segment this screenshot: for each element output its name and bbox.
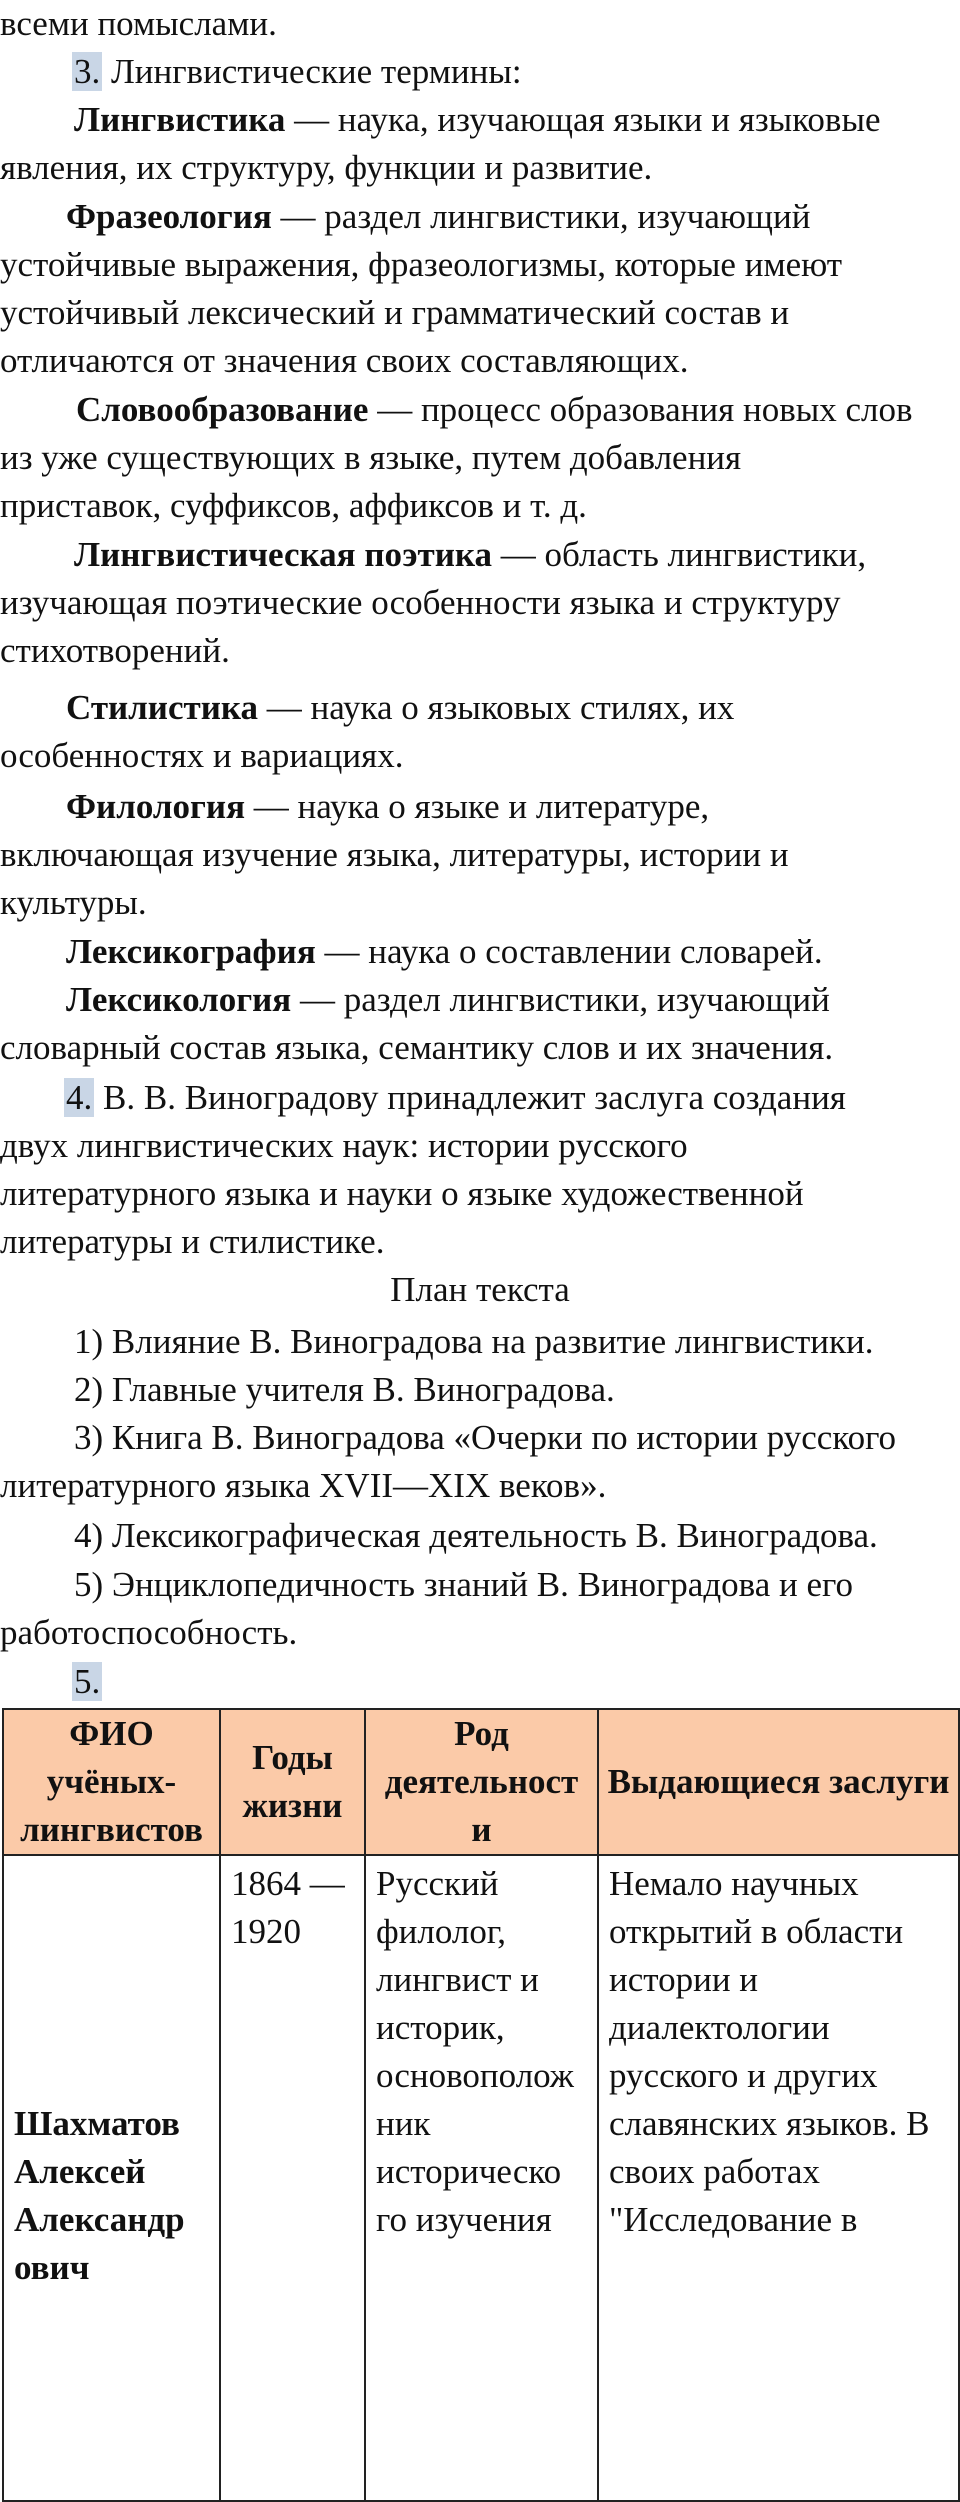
table-header-row <box>3 1709 959 1855</box>
term-definition: — наука о составлении словарей. <box>315 932 823 971</box>
text-span: литературного языка и науки о языке художественной <box>0 1174 804 1213</box>
scientists-table <box>2 1708 960 2502</box>
cell-merits: Немало научных открытий в области истории и диалектологии русского и других славянских языков. В своих работах "Исследование в <box>598 1855 959 2501</box>
header-cell-years: Годы жизни <box>220 1709 365 1855</box>
text-line <box>0 579 960 627</box>
plan-item <box>0 1366 960 1414</box>
section-4-paragraph <box>0 1074 960 1122</box>
plan-item <box>0 1318 960 1366</box>
term-frazeologiya <box>0 193 960 241</box>
header-cell-activity: Род деятельност и <box>365 1709 598 1855</box>
term-filologiya <box>0 783 960 831</box>
text-line <box>0 289 960 337</box>
text-span: из уже существующих в языке, путем добавления <box>0 438 742 477</box>
text-span: всеми помыслами. <box>0 4 277 43</box>
text-span: культуры. <box>0 883 147 922</box>
term-word: Лингвистическая поэтика <box>74 535 493 574</box>
text-span: литературы и стилистике. <box>0 1222 385 1261</box>
term-definition: — раздел лингвистики, изучающий <box>291 980 830 1019</box>
cell-activity: Русский филолог, лингвист и историк, основополож ник историческо го изучения <box>365 1855 598 2501</box>
section-5-heading <box>0 1658 960 1706</box>
text-span: Лингвистические термины: <box>102 52 522 91</box>
text-line <box>0 1122 960 1170</box>
text-span: явления, их структуру, функции и развитие. <box>0 148 653 187</box>
term-word: Лексикография <box>66 932 316 971</box>
term-definition: — наука, изучающая языки и языковые <box>285 100 881 139</box>
text-span: В. В. Виноградову принадлежит заслуга создания <box>94 1078 846 1117</box>
section-number: 4. <box>66 1078 93 1117</box>
text-line <box>0 241 960 289</box>
text-span: стихотворений. <box>0 631 230 670</box>
plan-item <box>0 1561 960 1609</box>
text-span: двух лингвистических наук: истории русского <box>0 1126 688 1165</box>
section-3-heading <box>0 48 960 96</box>
term-word: Стилистика <box>66 688 259 727</box>
table-row <box>3 1855 959 2501</box>
term-definition: — процесс образования новых слов <box>368 390 913 429</box>
term-leksikografiya <box>0 928 960 976</box>
text-line <box>0 482 960 530</box>
text-span: 1) Влияние В. Виноградова на развитие лингвистики. <box>74 1322 874 1361</box>
term-stilistika <box>0 684 960 732</box>
text-line <box>0 1024 960 1072</box>
text-span: изучающая поэтические особенности языка и структуру <box>0 583 841 622</box>
text-span: 4) Лексикографическая деятельность В. Виноградова. <box>74 1516 878 1555</box>
text-span: План текста <box>390 1270 570 1309</box>
text-span: работоспособность. <box>0 1613 298 1652</box>
text-span: устойчивый лексический и грамматический состав и <box>0 293 790 332</box>
text-line <box>0 1170 960 1218</box>
text-line <box>0 732 960 780</box>
term-word: Лексикология <box>66 980 292 1019</box>
text-span: литературного языка XVII—XIX веков». <box>0 1466 607 1505</box>
text-line <box>0 627 960 675</box>
text-line <box>0 1462 960 1510</box>
text-line <box>0 337 960 385</box>
text-span: особенностях и вариациях. <box>0 736 404 775</box>
text-line <box>0 434 960 482</box>
cell-years: 1864 — 1920 <box>220 1855 365 2501</box>
term-poetika <box>0 531 960 579</box>
plan-item <box>0 1414 960 1462</box>
term-definition: — раздел лингвистики, изучающий <box>271 197 811 236</box>
term-word: Филология <box>66 787 246 826</box>
header-cell-merits: Выдающиеся заслуги <box>598 1709 959 1855</box>
term-definition: — наука о языковых стилях, их <box>258 688 735 727</box>
text-span: 3) Книга В. Виноградова «Очерки по истории русского <box>74 1418 897 1457</box>
header-cell-name: ФИО учёных-лингвистов <box>3 1709 220 1855</box>
text-line <box>0 1218 960 1266</box>
term-lingvistika <box>0 96 960 144</box>
text-line <box>0 879 960 927</box>
text-span: приставок, суффиксов, аффиксов и т. д. <box>0 486 587 525</box>
text-span: устойчивые выражения, фразеологизмы, которые имеют <box>0 245 843 284</box>
plan-title <box>0 1266 960 1314</box>
text-span: отличаются от значения своих составляющих. <box>0 341 689 380</box>
text-line <box>0 0 960 48</box>
text-line <box>0 144 960 192</box>
term-word: Фразеология <box>66 197 272 236</box>
term-slovoobrazovanie <box>0 386 960 434</box>
text-span: 2) Главные учителя В. Виноградова. <box>74 1370 615 1409</box>
term-word: Словообразование <box>76 390 369 429</box>
section-number: 5. <box>74 1662 101 1701</box>
term-definition: — область лингвистики, <box>492 535 867 574</box>
term-definition: — наука о языке и литературе, <box>245 787 710 826</box>
text-span: словарный состав языка, семантику слов и их значения. <box>0 1028 834 1067</box>
cell-name: Шахматов Алексей Александр ович <box>3 1855 220 2501</box>
term-word: Лингвистика <box>74 100 286 139</box>
text-line <box>0 831 960 879</box>
term-leksikologiya <box>0 976 960 1024</box>
plan-item <box>0 1512 960 1560</box>
text-span: включающая изучение языка, литературы, истории и <box>0 835 789 874</box>
text-line <box>0 1609 960 1657</box>
text-span: 5) Энциклопедичность знаний В. Виноградова и его <box>74 1565 853 1604</box>
section-number: 3. <box>74 52 101 91</box>
